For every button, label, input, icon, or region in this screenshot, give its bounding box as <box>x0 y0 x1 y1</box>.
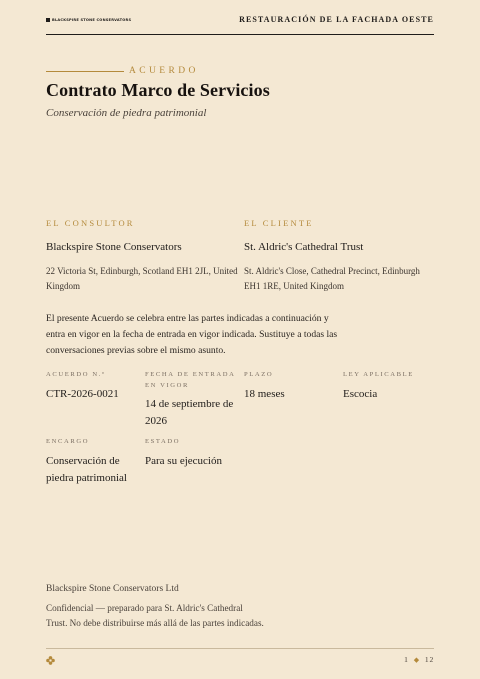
term-label: FECHA DE ENTRADA EN VIGOR <box>145 371 236 389</box>
client-party <box>244 218 438 294</box>
page-current: 1 <box>404 655 409 664</box>
term-label: ESTADO <box>145 438 181 445</box>
agreement-page <box>46 0 434 679</box>
term-label: ACUERDO N.º <box>46 371 106 378</box>
eyebrow-label: ACUERDO <box>129 66 199 76</box>
term-value: Conservación de piedra patrimonial <box>46 454 127 484</box>
term-effective-date <box>145 370 240 430</box>
term-label: ENCARGO <box>46 438 90 445</box>
flower-ornament-icon <box>46 656 55 665</box>
consultant-address: 22 Victoria St, Edinburgh, Scotland EH1 2JL, United Kingdom <box>46 266 238 291</box>
term-agreement-number <box>46 370 141 403</box>
client-name: St. Aldric's Cathedral Trust <box>244 241 364 253</box>
page-total: 12 <box>424 655 434 664</box>
document-subtitle: Conservación de piedra patrimonial <box>46 107 207 119</box>
term-governing-law <box>343 370 438 403</box>
page-number <box>404 655 434 664</box>
diamond-separator-icon: ◆ <box>413 655 420 664</box>
header-logo <box>46 18 131 22</box>
page-header <box>46 14 434 35</box>
header-section-title: RESTAURACIÓN DE LA FACHADA OESTE <box>239 15 434 24</box>
preamble-text: El presente Acuerdo se celebra entre las partes indicadas a continuación y entra en vigor en la fecha de entrada en vigor indicada. Sustituye a todas las conversaciones previas sobre el mismo asunto. <box>46 313 338 356</box>
eyebrow <box>46 66 199 76</box>
company-name: Blackspire Stone Conservators Ltd <box>46 584 179 594</box>
footer-rule <box>46 648 434 649</box>
eyebrow-rule <box>46 71 124 72</box>
term-label: LEY APLICABLE <box>343 371 414 378</box>
term-value: 18 meses <box>244 387 285 400</box>
consultant-party <box>46 218 240 294</box>
client-label: EL CLIENTE <box>244 218 314 228</box>
term-duration <box>244 370 339 403</box>
document-title: Contrato Marco de Servicios <box>46 80 270 100</box>
confidentiality-notice: Confidencial — preparado para St. Aldric's Cathedral Trust. No debe distribuirse más allá de las partes indicadas. <box>46 603 264 628</box>
header-brand: BLACKSPIRE STONE CONSERVATORS <box>52 18 132 22</box>
client-address: St. Aldric's Close, Cathedral Precinct, Edinburgh EH1 1RE, United Kingdom <box>244 266 420 291</box>
consultant-name: Blackspire Stone Conservators <box>46 241 182 253</box>
term-value: Escocia <box>343 387 378 400</box>
term-value: Para su ejecución <box>145 454 222 467</box>
consultant-label: EL CONSULTOR <box>46 218 135 228</box>
term-label: PLAZO <box>244 371 274 378</box>
term-value: CTR-2026-0021 <box>46 387 119 400</box>
term-status <box>145 437 255 470</box>
term-value: 14 de septiembre de 2026 <box>145 398 234 427</box>
term-engagement <box>46 437 141 487</box>
logo-square-icon <box>46 18 50 22</box>
